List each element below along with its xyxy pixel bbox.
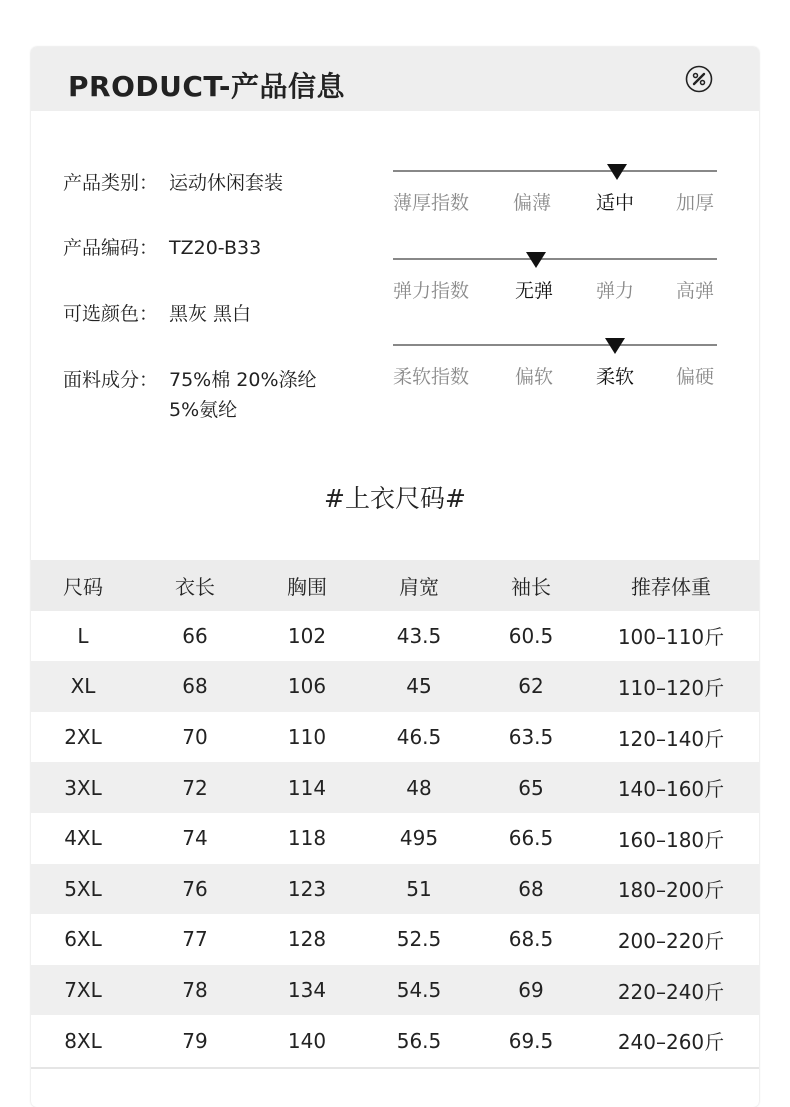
table-cell: 200–220斤 <box>617 928 725 953</box>
info-code <box>63 233 261 260</box>
page-title: PRODUCT-产品信息 <box>68 70 346 103</box>
scale-line <box>393 344 717 346</box>
table-cell: 5XL <box>31 864 135 915</box>
table-cell: 160–180斤 <box>617 827 725 852</box>
table-cell: 68.5 <box>508 927 554 952</box>
info-label: 面料成分： <box>63 369 159 391</box>
table-cell: 123 <box>255 864 359 915</box>
scale-name: 弹力指数 <box>393 280 470 302</box>
table-cell: 68 <box>135 661 255 712</box>
info-value: 75%棉 20%涤纶 <box>169 369 317 391</box>
column-header: 肩宽 <box>359 560 479 611</box>
table-row <box>31 712 759 763</box>
table-cell: 65 <box>479 762 583 813</box>
scale-line <box>393 170 717 172</box>
table-cell: 52.5 <box>396 927 442 952</box>
table-cell: 66.5 <box>508 826 554 851</box>
divider <box>31 1067 759 1069</box>
table-cell: 79 <box>182 1028 208 1053</box>
table-cell: 3XL <box>31 762 135 813</box>
table-cell: 110 <box>287 725 327 750</box>
percent-circle-icon <box>685 65 713 93</box>
scale-marker <box>605 338 625 354</box>
scale-name: 柔软指数 <box>393 366 470 388</box>
table-cell: 120–140斤 <box>617 726 725 751</box>
table-cell: 140–160斤 <box>583 762 759 813</box>
table-cell: 118 <box>287 826 327 851</box>
table-row <box>31 661 759 712</box>
table-row <box>31 864 759 915</box>
scale-marker <box>607 164 627 180</box>
scale-option-selected: 无弹 <box>515 280 554 302</box>
table-cell: 110–120斤 <box>583 661 759 712</box>
table-cell: 114 <box>255 762 359 813</box>
table-cell: 60.5 <box>508 623 554 648</box>
table-header-row <box>31 560 759 611</box>
scale-option-selected: 柔软 <box>596 366 635 388</box>
table-cell: 2XL <box>64 725 102 750</box>
table-cell: 4XL <box>64 826 102 851</box>
table-cell: 76 <box>135 864 255 915</box>
table-cell: 128 <box>287 927 327 952</box>
column-header: 胸围 <box>255 560 359 611</box>
info-category <box>63 168 283 195</box>
scale-option: 弹力 <box>596 280 635 302</box>
table-cell: 240–260斤 <box>617 1030 725 1055</box>
table-cell: 63.5 <box>508 725 554 750</box>
table-row <box>31 813 759 864</box>
table-cell: 134 <box>255 965 359 1016</box>
scale-line <box>393 258 717 260</box>
table-cell: 45 <box>359 661 479 712</box>
table-cell: 48 <box>359 762 479 813</box>
table-cell: 495 <box>399 826 439 851</box>
table-cell: 62 <box>479 661 583 712</box>
column-header: 袖长 <box>479 560 583 611</box>
table-cell: 102 <box>287 623 327 648</box>
table-cell: 140 <box>287 1028 327 1053</box>
table-cell: 106 <box>255 661 359 712</box>
table-cell: 69.5 <box>508 1028 554 1053</box>
table-row <box>31 914 759 965</box>
scale-option: 偏软 <box>515 366 554 388</box>
table-row <box>31 762 759 813</box>
size-table <box>31 560 759 1066</box>
info-value: 运动休闲套装 <box>169 172 284 194</box>
table-cell: 7XL <box>31 965 135 1016</box>
scale-option: 高弹 <box>676 280 715 302</box>
scale-name: 薄厚指数 <box>393 192 470 214</box>
table-cell: 54.5 <box>359 965 479 1016</box>
table-cell: 46.5 <box>396 725 442 750</box>
info-label: 可选颜色： <box>63 303 159 325</box>
info-value: TZ20-B33 <box>169 237 262 259</box>
table-cell: XL <box>31 661 135 712</box>
table-cell: 220–240斤 <box>583 965 759 1016</box>
card-header <box>31 47 759 111</box>
table-cell: 70 <box>182 725 208 750</box>
info-label: 产品编码： <box>63 237 159 259</box>
table-row <box>31 965 759 1016</box>
table-cell: 78 <box>135 965 255 1016</box>
table-cell: 6XL <box>64 927 102 952</box>
table-row <box>31 1015 759 1066</box>
product-info-card <box>31 47 759 1107</box>
table-cell: 51 <box>359 864 479 915</box>
info-label: 产品类别： <box>63 172 159 194</box>
table-cell: 68 <box>479 864 583 915</box>
table-cell: 77 <box>182 927 208 952</box>
scale-option: 偏硬 <box>676 366 715 388</box>
table-cell: 43.5 <box>396 623 442 648</box>
table-cell: 69 <box>479 965 583 1016</box>
table-cell: 56.5 <box>396 1028 442 1053</box>
info-colors <box>63 299 251 326</box>
table-cell: 72 <box>135 762 255 813</box>
table-cell: 74 <box>182 826 208 851</box>
table-row <box>31 611 759 662</box>
table-cell: 180–200斤 <box>583 864 759 915</box>
table-cell: L <box>77 623 89 648</box>
size-section-title: #上衣尺码# <box>324 484 466 513</box>
info-fabric <box>63 365 317 421</box>
info-value: 黑灰 黑白 <box>169 303 252 325</box>
scale-marker <box>526 252 546 268</box>
table-cell: 8XL <box>64 1028 102 1053</box>
scale-option-selected: 适中 <box>596 192 635 214</box>
table-cell: 66 <box>182 623 208 648</box>
scale-option: 加厚 <box>676 192 715 214</box>
column-header: 衣长 <box>135 560 255 611</box>
scale-option: 偏薄 <box>513 192 552 214</box>
info-value-extra: 5%氨纶 <box>169 399 238 421</box>
table-cell: 100–110斤 <box>617 625 725 650</box>
column-header: 尺码 <box>31 560 135 611</box>
column-header: 推荐体重 <box>583 560 759 611</box>
